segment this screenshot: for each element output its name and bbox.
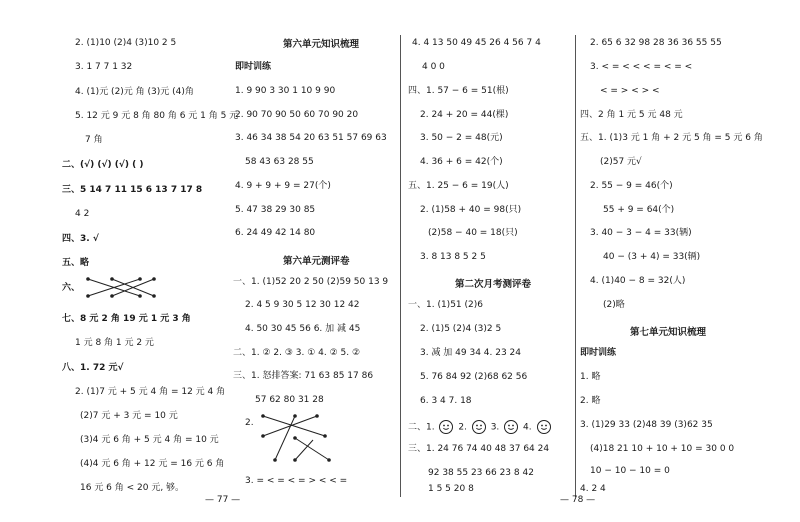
answer-line: 2. (1)5 (2)4 (3)2 5: [420, 324, 502, 334]
answer-line: 2. 4 5 9 30 5 12 30 12 42: [245, 300, 360, 310]
answer-line: 4. 36 + 6 = 42(个): [420, 157, 503, 167]
column-4: [575, 0, 800, 522]
smiley-face-icon: [439, 420, 453, 434]
answer-line: 2. (1)58 + 40 = 98(只): [420, 205, 522, 215]
answer-label: 2.: [458, 422, 467, 433]
answer-line: 4. (1)元 (2)元 角 (3)元 (4)角: [75, 87, 194, 97]
answer-line: 3. = < = < = > < < =: [245, 476, 348, 486]
answer-line: 2. 55 − 9 = 46(个): [590, 181, 673, 191]
column-3: [400, 0, 575, 522]
answer-line: 八、1. 72 元√: [62, 363, 124, 373]
answer-line: 6. 24 49 42 14 80: [235, 228, 316, 238]
answer-label: 二、1.: [408, 422, 435, 433]
answer-line: 4 0 0: [422, 62, 445, 72]
answer-line: 4. 4 13 50 49 45 26 4 56 7 4: [412, 38, 541, 48]
answer-line: 3. (1)29 33 (2)48 39 (3)62 35: [580, 420, 713, 430]
answer-line: 六、: [62, 283, 81, 293]
answer-line: 4. 9 + 9 + 9 = 27(个): [235, 181, 331, 191]
answer-line: 57 62 80 31 28: [255, 395, 324, 405]
answer-line: 6. 3 4 7. 18: [420, 396, 472, 406]
answer-line: 3. 1 7 7 1 32: [75, 62, 133, 72]
answer-line: 40 − (3 + 4) = 33(辆): [603, 252, 701, 262]
answer-line: 92 38 55 23 66 23 8 42: [428, 468, 534, 478]
answer-line: 2. 24 + 20 = 44(棵): [420, 110, 509, 120]
page-number-right: — 78 —: [560, 495, 596, 505]
answer-line: 3. 46 34 38 54 20 63 51 57 69 63: [235, 133, 387, 143]
smiley-face-icon: [472, 420, 486, 434]
column-1: [0, 0, 239, 522]
answer-line: 五、1. 25 − 6 = 19(人): [408, 181, 509, 191]
answer-line: 1. 略: [580, 372, 601, 382]
answer-label: 3.: [490, 422, 500, 433]
answer-line: (4)4 元 6 角 + 12 元 = 16 元 6 角: [80, 459, 225, 469]
answer-line: (4)18 21 10 + 10 + 10 = 30 0 0: [590, 444, 735, 454]
answer-line: 2. 90 70 90 50 60 70 90 20: [235, 110, 359, 120]
page-number-left: — 77 —: [205, 495, 241, 505]
answer-line: 4 2: [75, 209, 90, 219]
answer-line: 四、1. 57 − 6 = 51(根): [408, 86, 509, 96]
answer-line: 16 元 6 角 < 20 元, 够。: [80, 483, 185, 493]
answer-line: 4. 50 30 45 56 6. 加 减 45: [245, 324, 361, 334]
answer-line: 二、1. ② 2. ③ 3. ① 4. ② 5. ②: [233, 348, 361, 358]
answer-line: 58 43 63 28 55: [245, 157, 314, 167]
answer-line: 三、1. 怒排答案: 71 63 85 17 86: [233, 371, 374, 381]
answer-line: 3. 50 − 2 = 48(元): [420, 133, 503, 143]
column-2: [225, 0, 400, 522]
answer-line: 2. 略: [580, 396, 601, 406]
answer-line: 三、5 14 7 11 15 6 13 7 17 8: [62, 185, 203, 195]
matching-lines-diagram: [82, 274, 162, 302]
answer-line: (2)57 元√: [600, 157, 642, 167]
answer-line: (2)略: [603, 300, 625, 310]
answer-line: 55 + 9 = 64(个): [603, 205, 675, 215]
answer-line: 5. 12 元 9 元 8 角 80 角 6 元 1 角 5 元: [75, 111, 239, 121]
matching-lines-diagram: [255, 410, 340, 466]
section-heading: 第七单元知识梳理: [630, 327, 707, 338]
smiley-face-icon: [537, 420, 551, 434]
section-heading: 第六单元测评卷: [283, 256, 350, 267]
answer-line: 一、1. (1)52 20 2 50 (2)59 50 13 9: [233, 277, 389, 287]
answer-line: 2. 65 6 32 98 28 36 36 55 55: [590, 38, 722, 48]
smiley-face-icon: [504, 420, 518, 434]
answer-line: (2)7 元 + 3 元 = 10 元: [80, 411, 178, 421]
answer-line: 7 角: [85, 135, 103, 145]
answer-line: 1 元 8 角 1 元 2 元: [75, 338, 154, 348]
answer-line: 3. 40 − 3 − 4 = 33(辆): [590, 228, 692, 238]
answer-line: < = > < > <: [600, 86, 660, 96]
answer-line: 五、略: [62, 258, 90, 268]
subsection-heading: 即时训练: [235, 62, 272, 72]
answer-line: 1 5 5 20 8: [428, 484, 474, 494]
answer-line: 3. 减 加 49 34 4. 23 24: [420, 348, 522, 358]
answer-line: 四、3. √: [62, 234, 99, 244]
answer-line: 2.: [245, 418, 254, 428]
answer-line: 1. 9 90 3 30 1 10 9 90: [235, 86, 336, 96]
answer-line: (3)4 元 6 角 + 5 元 4 角 = 10 元: [80, 435, 219, 445]
answer-line: 3. 8 13 8 5 2 5: [420, 252, 486, 262]
answer-line: 3. < = < < < = < = <: [590, 62, 693, 72]
answer-line: 一、1. (1)51 (2)6: [408, 300, 483, 310]
answer-line: 4. (1)40 − 8 = 32(人): [590, 276, 686, 286]
answer-line: (2)58 − 40 = 18(只): [428, 228, 518, 238]
section-heading: 第二次月考测评卷: [455, 279, 532, 290]
subsection-heading: 即时训练: [580, 348, 617, 358]
answer-line: 4. 2 4: [580, 484, 606, 494]
answer-line: 2. (1)10 (2)4 (3)10 2 5: [75, 38, 177, 48]
smiley-answer-row: [408, 420, 553, 434]
answer-line: 10 − 10 − 10 = 0: [590, 466, 670, 476]
answer-line: 四、2 角 1 元 5 元 48 元: [580, 110, 683, 120]
answer-line: 5. 47 38 29 30 85: [235, 205, 316, 215]
answer-line: 二、(√) (√) (√) ( ): [62, 160, 144, 170]
answer-line: 五、1. (1)3 元 1 角 + 2 元 5 角 = 5 元 6 角: [580, 133, 763, 143]
answer-line: 七、8 元 2 角 19 元 1 元 3 角: [62, 314, 191, 324]
answer-line: 5. 76 84 92 (2)68 62 56: [420, 372, 528, 382]
answer-line: 2. (1)7 元 + 5 元 4 角 = 12 元 4 角: [75, 387, 226, 397]
answer-label: 4.: [523, 422, 532, 433]
section-heading: 第六单元知识梳理: [283, 39, 360, 50]
answer-line: 三、1. 24 76 74 40 48 37 64 24: [408, 444, 550, 454]
